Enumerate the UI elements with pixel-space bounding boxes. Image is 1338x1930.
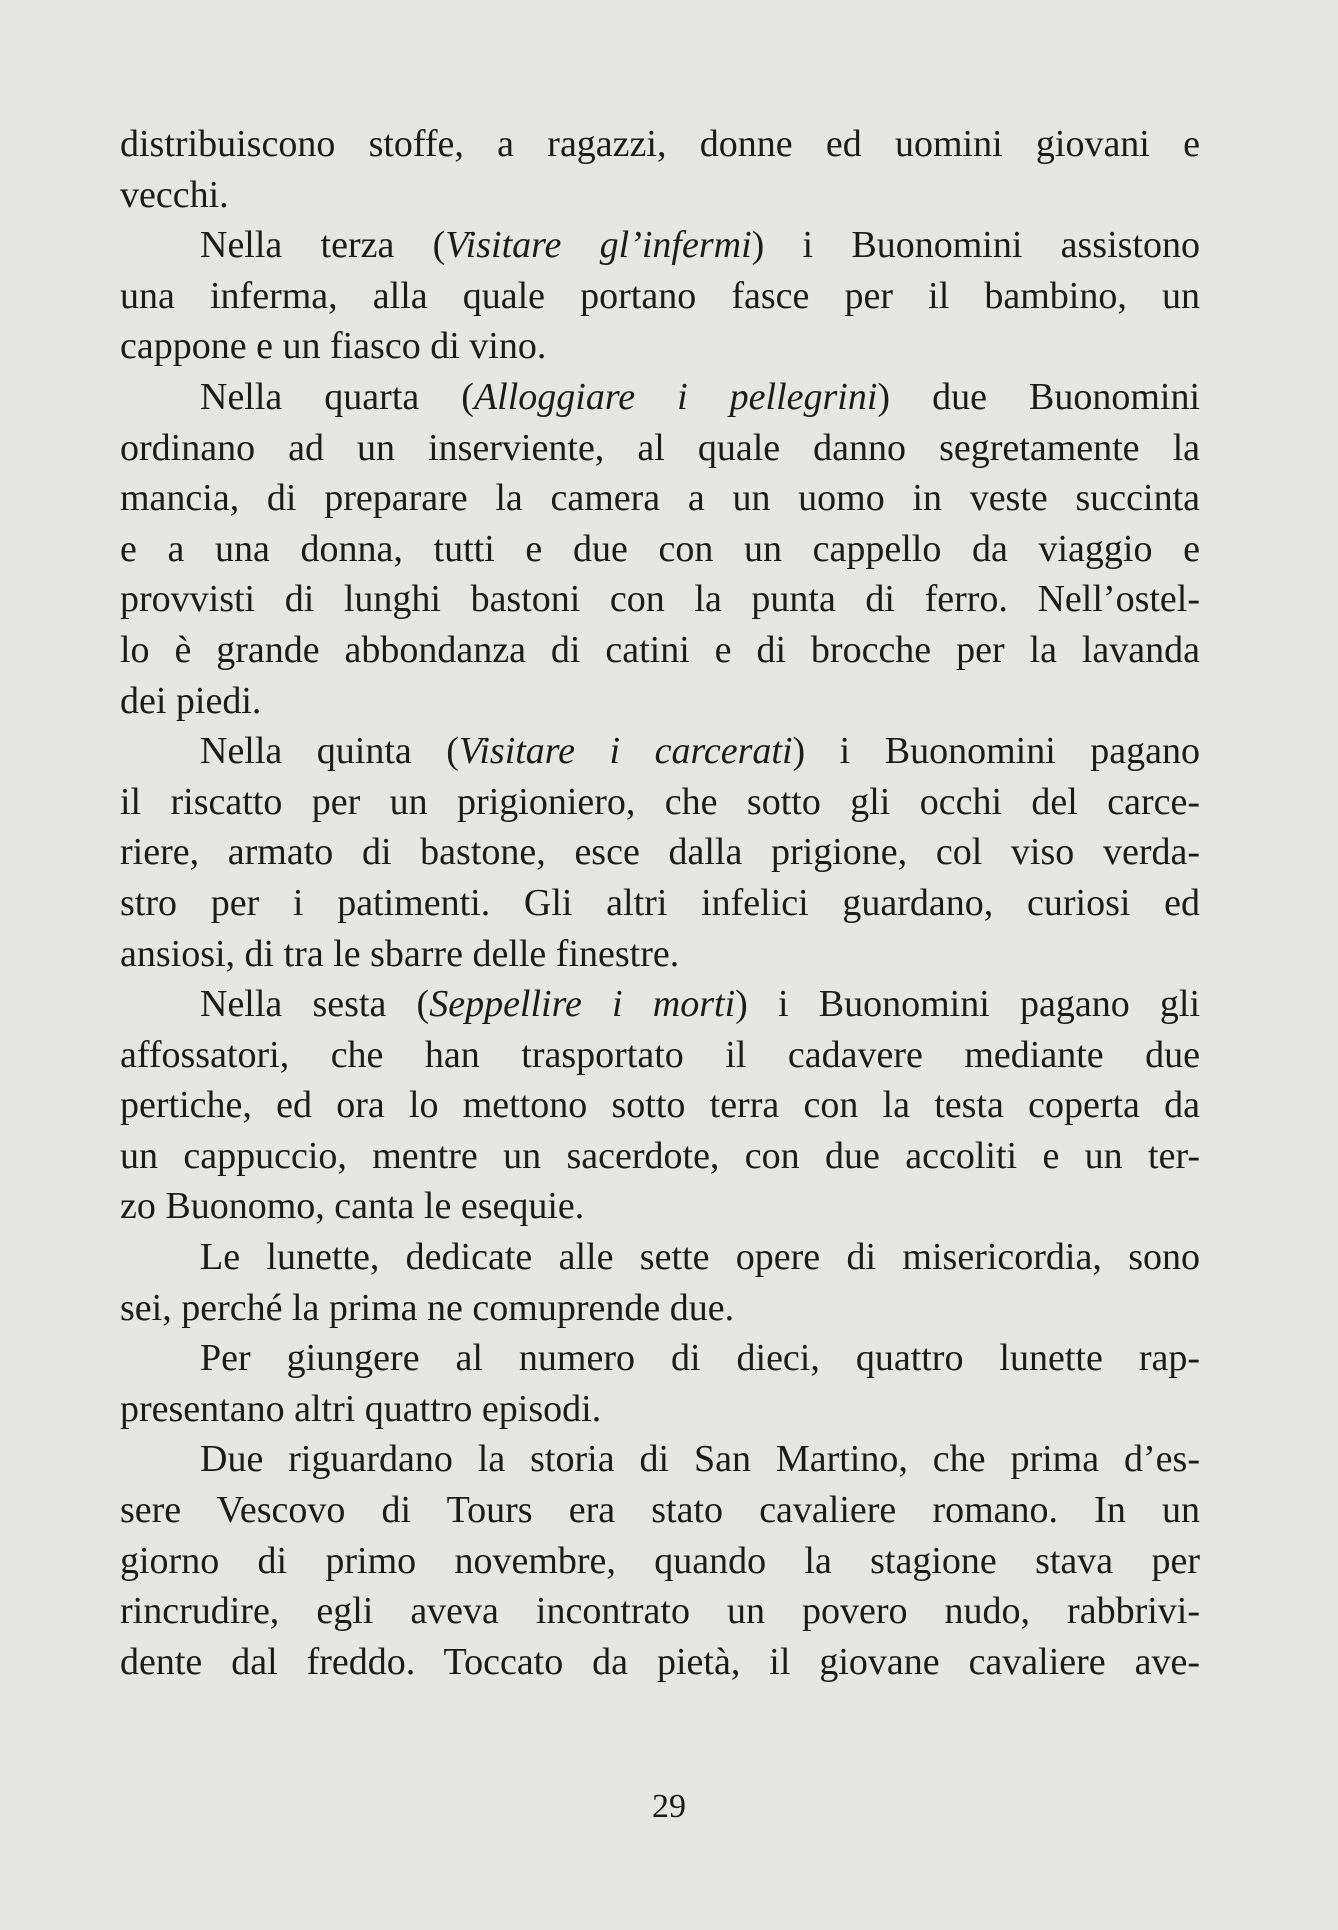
text-segment: mancia, di preparare la camera a un uomo in veste succinta [120, 477, 1200, 520]
text-segment: provvisti di lunghi bastoni con la punta di ferro. Nell’ostel- [120, 578, 1200, 621]
text-line [120, 321, 1200, 372]
text-segment: Nella quarta ( [200, 375, 474, 418]
text-segment: Le lunette, dedicate alle sette opere di misericordia, sono [200, 1236, 1200, 1279]
text-line [120, 726, 1200, 777]
text-segment: ordinano ad un inserviente, al quale danno segretamente la [120, 426, 1200, 469]
italic-title: Visitare gl’infermi [445, 224, 752, 267]
body-text [120, 119, 1200, 1687]
text-segment: sei, perché la prima ne comuprende due. [120, 1286, 735, 1329]
text-segment: giorno di primo novembre, quando la stagione stava per [120, 1539, 1200, 1582]
text-line [120, 979, 1200, 1030]
paragraph [120, 372, 1200, 726]
text-segment: vecchi. [120, 173, 229, 216]
text-line [120, 220, 1200, 271]
text-segment: rincrudire, egli aveva incontrato un povero nudo, rabbrivi- [120, 1590, 1200, 1633]
text-line [120, 1181, 1200, 1232]
text-line [120, 1384, 1200, 1435]
text-segment: e a una donna, tutti e due con un cappello da viaggio e [120, 527, 1200, 570]
paragraph [120, 979, 1200, 1232]
paragraph [120, 1232, 1200, 1333]
text-line [120, 1536, 1200, 1587]
text-segment: zo Buonomo, canta le esequie. [120, 1185, 585, 1228]
text-segment: pertiche, ed ora lo mettono sotto terra con la testa coperta da [120, 1084, 1200, 1127]
text-line [120, 1131, 1200, 1182]
text-segment: un cappuccio, mentre un sacerdote, con due accoliti e un ter- [120, 1134, 1200, 1177]
text-line [120, 473, 1200, 524]
text-segment: Nella sesta ( [200, 983, 430, 1026]
text-segment: presentano altri quattro episodi. [120, 1387, 602, 1430]
text-segment: Nella quinta ( [200, 730, 459, 773]
text-segment: ) i Buonomini assistono [751, 224, 1200, 267]
text-line [120, 1333, 1200, 1384]
text-segment: ansiosi, di tra le sbarre delle finestre. [120, 932, 680, 975]
paragraph [120, 220, 1200, 372]
text-line [120, 676, 1200, 727]
text-line [120, 878, 1200, 929]
text-segment: distribuiscono stoffe, a ragazzi, donne ed uomini giovani e [120, 123, 1200, 165]
text-line [120, 1637, 1200, 1688]
text-line [120, 1283, 1200, 1334]
paragraph [120, 726, 1200, 979]
text-line [120, 423, 1200, 474]
text-line [120, 524, 1200, 575]
text-segment: Nella terza ( [200, 224, 446, 267]
text-segment: dei piedi. [120, 679, 262, 722]
text-segment: stro per i patimenti. Gli altri infelici guardano, curiosi ed [120, 881, 1200, 924]
text-line [120, 1434, 1200, 1485]
text-segment: dente dal freddo. Toccato da pietà, il giovane cavaliere ave- [120, 1640, 1200, 1683]
text-line [120, 625, 1200, 676]
text-segment: ) due Buonomini [877, 375, 1201, 418]
paragraph [120, 1434, 1200, 1687]
italic-title: Alloggiare i pellegrini [473, 375, 878, 418]
text-segment: affossatori, che han trasportato il cadavere mediante due [120, 1033, 1200, 1076]
text-segment: sere Vescovo di Tours era stato cavaliere romano. In un [120, 1489, 1200, 1532]
page-number: 29 [652, 1788, 686, 1825]
italic-title: Seppellire i morti [429, 983, 736, 1026]
text-line [120, 119, 1200, 170]
text-line [120, 827, 1200, 878]
text-line [120, 1485, 1200, 1536]
text-line [120, 777, 1200, 828]
text-segment: riere, armato di bastone, esce dalla prigione, col viso verda- [120, 831, 1200, 874]
text-segment: cappone e un fiasco di vino. [120, 325, 547, 368]
text-line [120, 372, 1200, 423]
text-segment: ) i Buonomini pagano [792, 730, 1200, 773]
text-line [120, 1586, 1200, 1637]
text-segment: Due riguardano la storia di San Martino, che prima d’es- [200, 1438, 1200, 1481]
text-segment: ) i Buonomini pagano gli [735, 983, 1201, 1026]
text-line [120, 1080, 1200, 1131]
text-line [120, 929, 1200, 980]
text-line [120, 271, 1200, 322]
text-line [120, 1030, 1200, 1081]
text-segment: lo è grande abbondanza di catini e di brocche per la lavanda [120, 628, 1200, 671]
text-segment: una inferma, alla quale portano fasce per il bambino, un [120, 274, 1200, 317]
text-segment: il riscatto per un prigioniero, che sotto gli occhi del carce- [120, 780, 1200, 823]
paragraph [120, 1333, 1200, 1434]
italic-title: Visitare i carcerati [458, 730, 793, 773]
paragraph [120, 119, 1200, 220]
text-line [120, 170, 1200, 221]
text-segment: Per giungere al numero di dieci, quattro lunette rap- [200, 1337, 1200, 1380]
text-line [120, 574, 1200, 625]
text-line [120, 1232, 1200, 1283]
